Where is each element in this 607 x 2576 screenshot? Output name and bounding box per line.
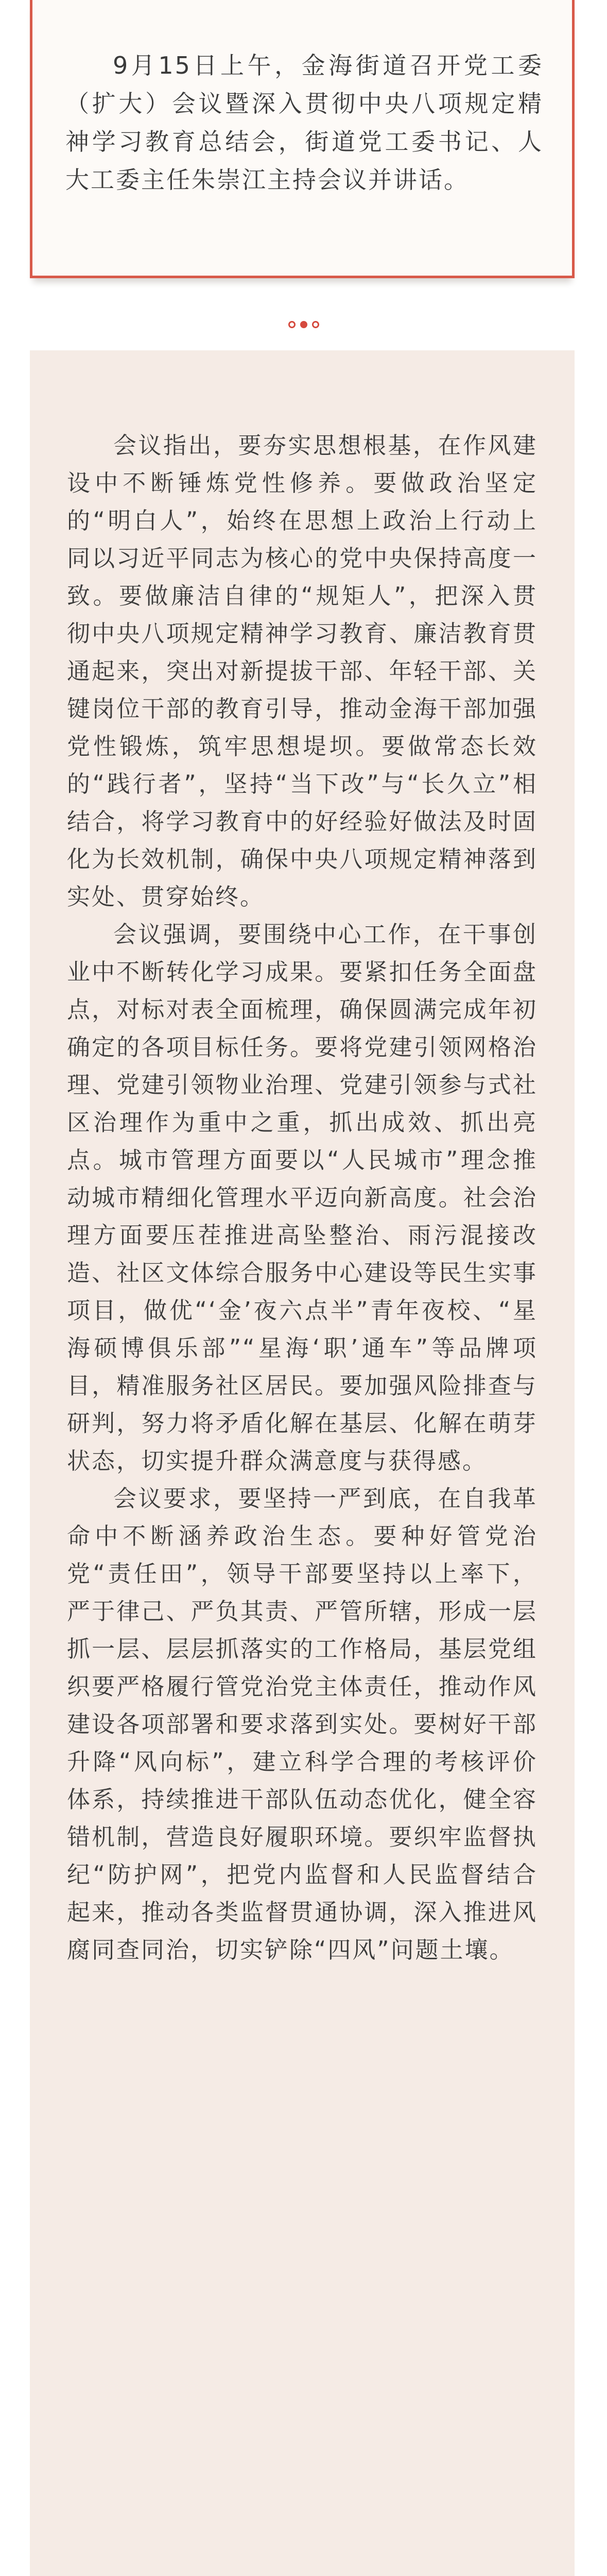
paragraph-discipline: 会议要求，要坚持一严到底，在自我革命中不断涵养政治生态。要种好管党治党“责任田”，领导干部要坚持以上率下，严于律己、严负其责、严管所辖，形成一层抓一层、层层抓落实的工作格局，基层党组织要严格履行管党治党主体责任，推动作风建设各项部署和要求落到实处。要树好干部升降“风向标”，建立科学合理的考核评价体系，持续推进干部队伍动态优化，健全容错机制，营造良好履职环境。要织牢监督执纪“防护网”，把党内监督和人民监督结合起来，推动各类监督贯通协调，深入推进风腐同查同治，切实铲除“四风”问题土壤。 xyxy=(67,1485,537,1963)
divider-dot xyxy=(312,321,319,328)
paragraph-work: 会议强调，要围绕中心工作，在干事创业中不断转化学习成果。要紧扣任务全面盘点，对标对表全面梳理，确保圆满完成年初确定的各项目标任务。要将党建引领网格治理、党建引领物业治理、党建引领参与式社区治理作为重中之重，抓出成效、抓出亮点。城市管理方面要以“人民城市”理念推动城市精细化管理水平迈向新高度。社会治理方面要压茬推进高坠整治、雨污混接改造、社区文体综合服务中心建设等民生实事项目，做优“‘金’夜六点半”青年夜校、“星海硕博俱乐部”“星海‘职’通车”等品牌项目，精准服务社区居民。要加强风险排查与研判，努力将矛盾化解在基层、化解在萌芽状态，切实提升群众满意度与获得感。 xyxy=(67,921,537,1475)
intro-card xyxy=(30,0,575,278)
divider-dots xyxy=(0,321,607,328)
intro-paragraph: 9月15日上午，金海街道召开党工委（扩大）会议暨深入贯彻中央八项规定精神学习教育总结会，街道党工委书记、人大工委主任朱崇江主持会议并讲话。 xyxy=(65,52,543,194)
paragraph-ideology: 会议指出，要夯实思想根基，在作风建设中不断锤炼党性修养。要做政治坚定的“明白人”，始终在思想上政治上行动上同以习近平同志为核心的党中央保持高度一致。要做廉洁自律的“规矩人”，把深入贯彻中央八项规定精神学习教育、廉洁教育贯通起来，突出对新提拔干部、年轻干部、关键岗位干部的教育引导，推动金海干部加强党性锻炼，筑牢思想堤坝。要做常态长效的“践行者”，坚持“当下改”与“长久立”相结合，将学习教育中的好经验好做法及时固化为长效机制，确保中央八项规定精神落到实处、贯穿始终。 xyxy=(67,432,537,910)
main-content-card xyxy=(30,350,575,2576)
divider-dot xyxy=(288,321,296,328)
divider-dot xyxy=(300,321,307,328)
